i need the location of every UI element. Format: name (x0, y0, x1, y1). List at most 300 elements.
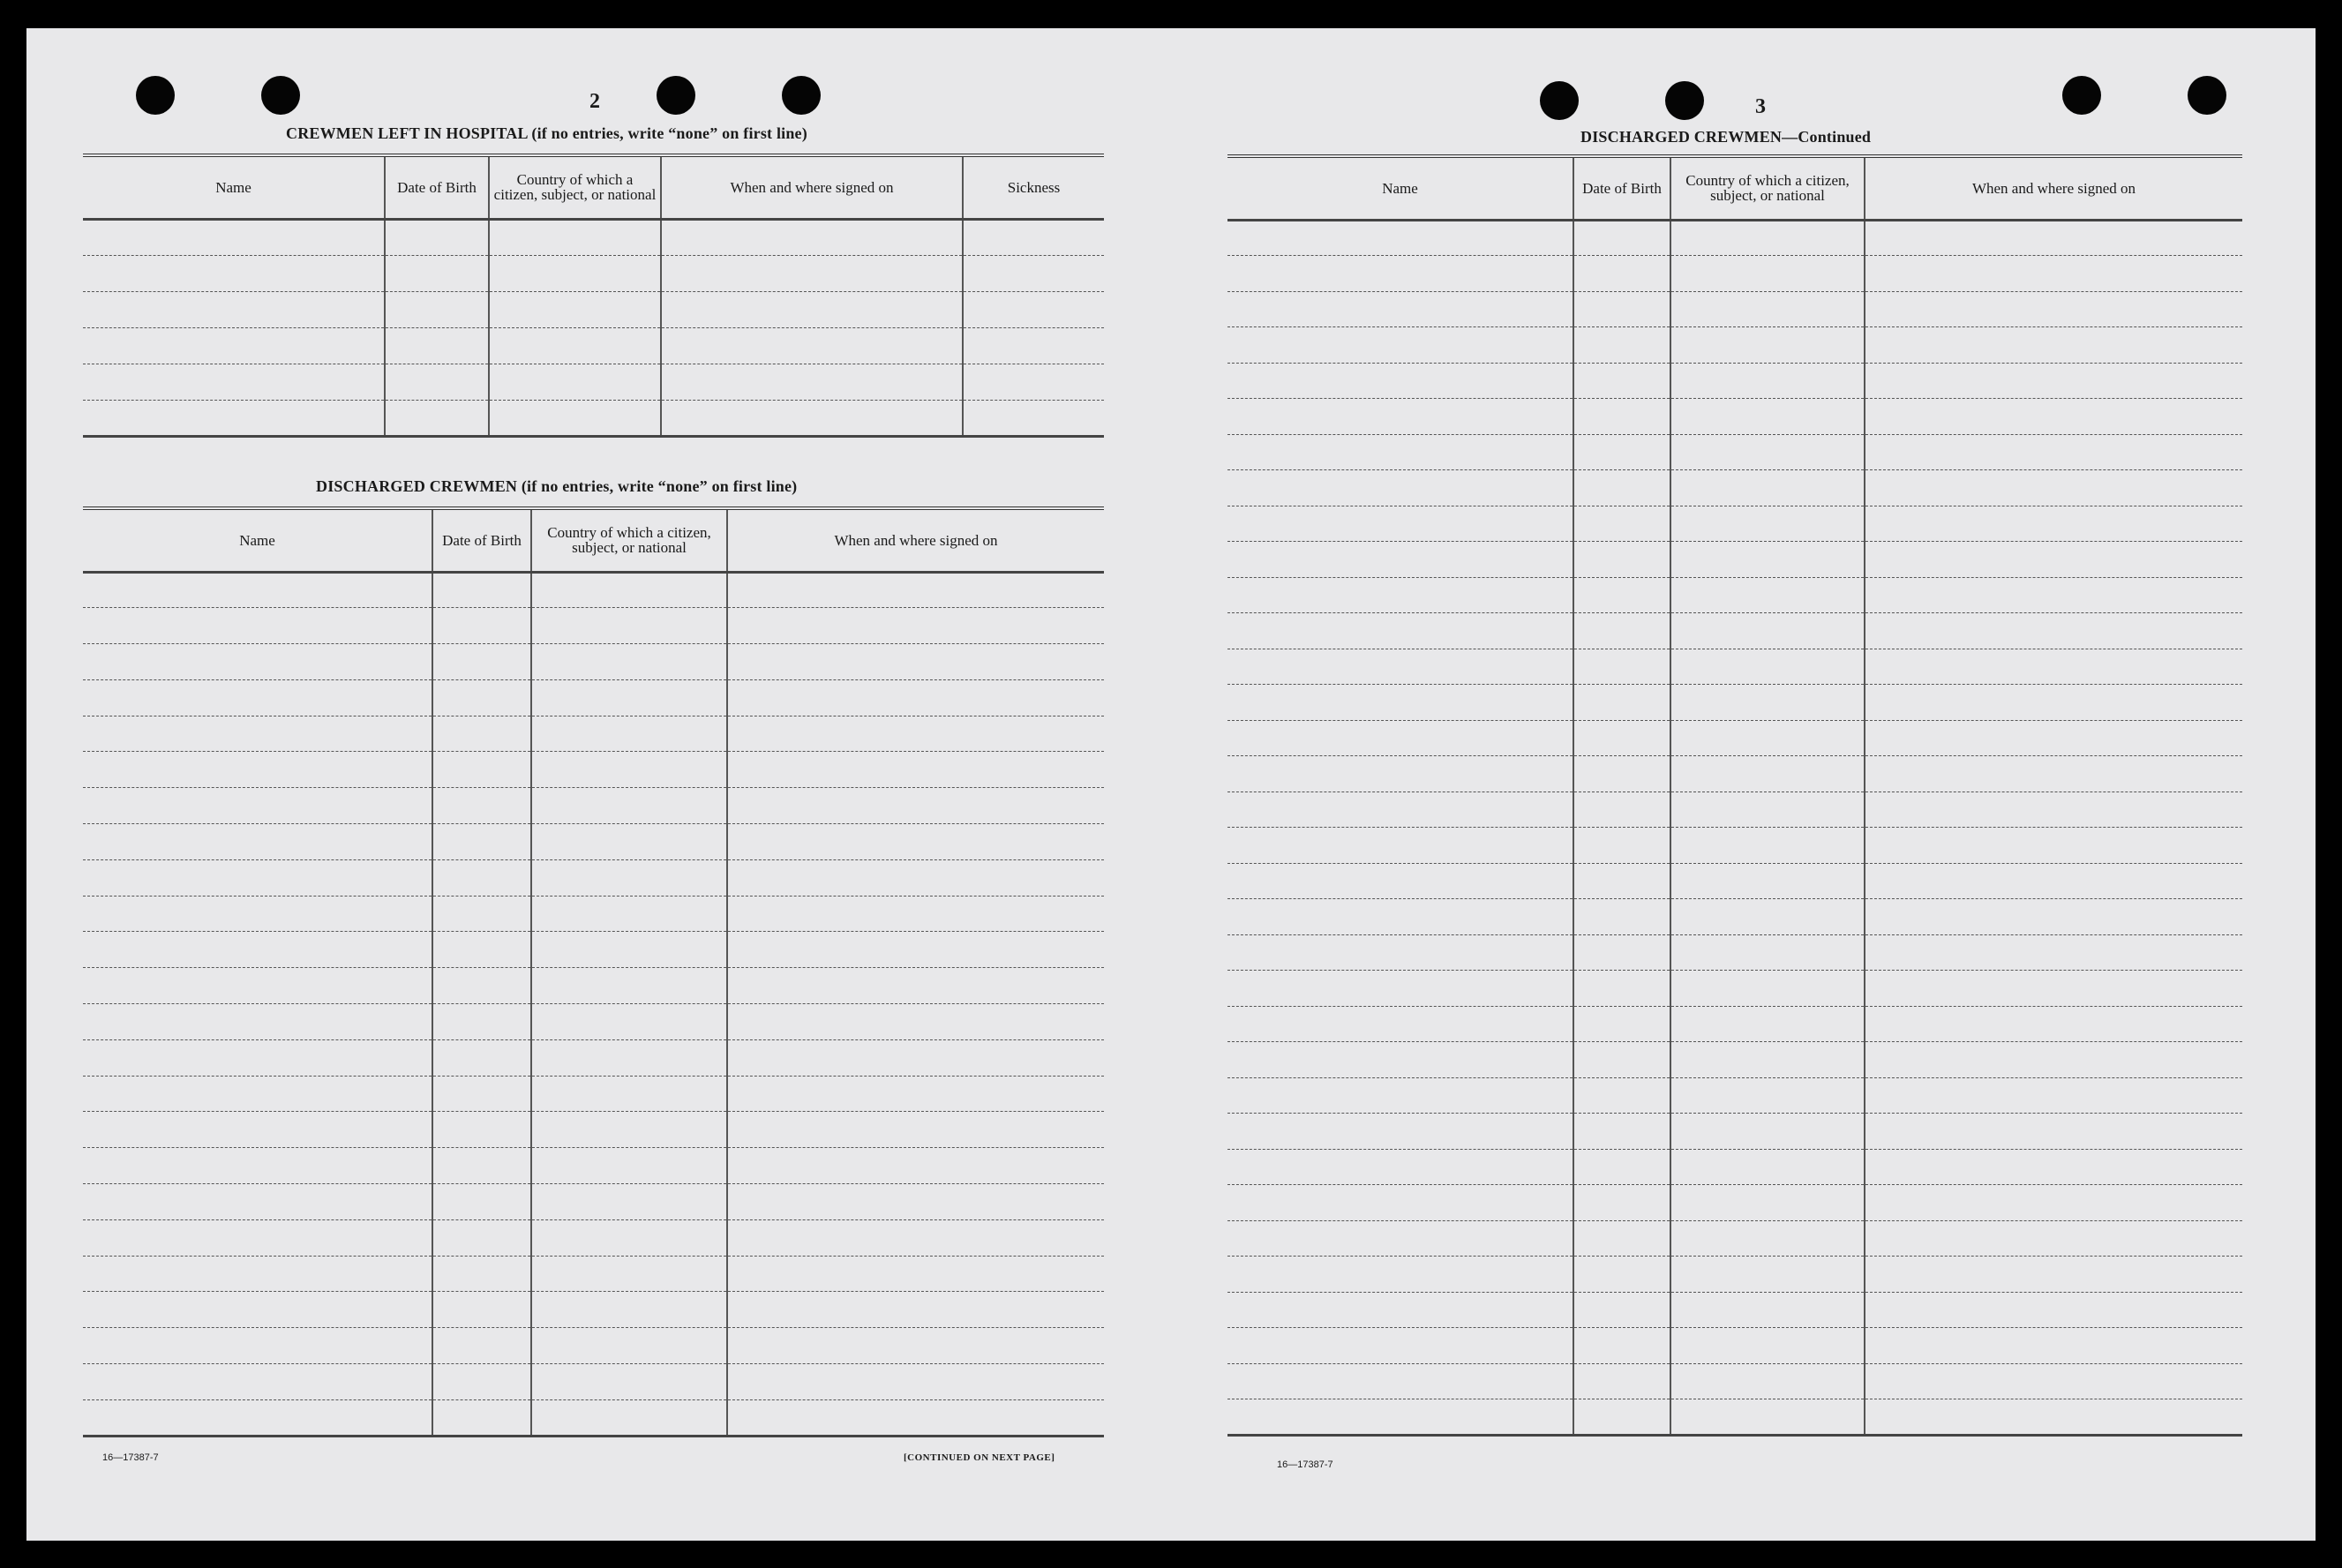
blank-entry-cell (1573, 1399, 1670, 1436)
punch-hole (1665, 81, 1704, 120)
table-row (83, 1148, 1104, 1184)
blank-entry-cell (727, 1399, 1104, 1436)
blank-entry-cell (432, 788, 531, 824)
table-row (1227, 1185, 2242, 1221)
blank-entry-cell (727, 679, 1104, 716)
table-row (83, 716, 1104, 752)
table-row (83, 1328, 1104, 1364)
punch-hole (1540, 81, 1579, 120)
blank-entry-cell (1865, 1363, 2242, 1399)
blank-entry-cell (661, 291, 963, 327)
blank-entry-cell (385, 291, 489, 327)
blank-entry-cell (1573, 756, 1670, 792)
table-row (1227, 1292, 2242, 1328)
blank-entry-cell (1227, 470, 1573, 506)
blank-entry-cell (432, 1364, 531, 1400)
blank-entry-cell (1865, 291, 2242, 327)
blank-entry-cell (1670, 685, 1865, 721)
blank-entry-cell (1227, 577, 1573, 613)
blank-entry-cell (1573, 220, 1670, 256)
blank-entry-cell (1227, 792, 1573, 828)
blank-entry-cell (83, 364, 385, 400)
blank-entry-cell (727, 1184, 1104, 1220)
blank-entry-cell (1670, 720, 1865, 756)
table-row (83, 1076, 1104, 1112)
continued-note: [CONTINUED ON NEXT PAGE] (904, 1452, 1055, 1463)
table-row (83, 1112, 1104, 1148)
discharged-continued-table (1227, 154, 2242, 1437)
col-signed-on: When and where signed on (661, 155, 963, 219)
blank-entry-cell (1227, 828, 1573, 864)
blank-entry-cell (531, 968, 727, 1004)
blank-entry-cell (432, 1184, 531, 1220)
table-row (83, 932, 1104, 968)
table-row (83, 1256, 1104, 1292)
blank-entry-cell (385, 364, 489, 400)
blank-entry-cell (1865, 506, 2242, 542)
blank-entry-cell (1227, 899, 1573, 935)
table-row (1227, 577, 2242, 613)
blank-entry-cell (727, 644, 1104, 680)
table-row (1227, 1220, 2242, 1257)
blank-entry-cell (727, 1004, 1104, 1040)
table-row (1227, 363, 2242, 399)
blank-entry-cell (489, 400, 661, 436)
page-number: 2 (589, 90, 600, 113)
table-row (1227, 256, 2242, 292)
blank-entry-cell (1227, 506, 1573, 542)
blank-entry-cell (489, 255, 661, 291)
right-page (1171, 28, 2316, 1541)
blank-entry-cell (1670, 399, 1865, 435)
blank-entry-cell (83, 255, 385, 291)
blank-entry-cell (432, 932, 531, 968)
blank-entry-cell (83, 1148, 432, 1184)
punch-hole (2062, 76, 2101, 115)
table-row (1227, 971, 2242, 1007)
col-name: Name (1227, 156, 1573, 220)
table-row (1227, 506, 2242, 542)
col-name: Name (83, 508, 432, 572)
blank-entry-cell (1573, 1257, 1670, 1293)
blank-entry-cell (1573, 863, 1670, 899)
blank-entry-cell (1670, 1149, 1865, 1185)
blank-entry-cell (1670, 1328, 1865, 1364)
discharged-table (83, 506, 1104, 1437)
document-sheet (26, 28, 2316, 1541)
blank-entry-cell (1865, 1185, 2242, 1221)
blank-entry-cell (385, 400, 489, 436)
table-row (1227, 1077, 2242, 1114)
blank-entry-cell (1670, 1257, 1865, 1293)
blank-entry-cell (83, 824, 432, 860)
blank-entry-cell (1573, 828, 1670, 864)
blank-entry-cell (1573, 291, 1670, 327)
blank-entry-cell (727, 572, 1104, 608)
blank-entry-cell (489, 291, 661, 327)
blank-entry-cell (432, 1256, 531, 1292)
blank-entry-cell (83, 291, 385, 327)
blank-entry-cell (1573, 1292, 1670, 1328)
blank-entry-cell (1865, 399, 2242, 435)
blank-entry-cell (1227, 399, 1573, 435)
blank-entry-cell (531, 644, 727, 680)
blank-entry-cell (1227, 1292, 1573, 1328)
col-date-of-birth: Date of Birth (1573, 156, 1670, 220)
table-row (83, 968, 1104, 1004)
blank-entry-cell (83, 608, 432, 644)
blank-entry-cell (1670, 291, 1865, 327)
blank-entry-cell (1573, 399, 1670, 435)
blank-entry-cell (1670, 1006, 1865, 1042)
blank-entry-cell (531, 788, 727, 824)
blank-entry-cell (963, 364, 1104, 400)
blank-entry-cell (1227, 685, 1573, 721)
blank-entry-cell (1670, 542, 1865, 578)
blank-entry-cell (432, 1148, 531, 1184)
blank-entry-cell (531, 1076, 727, 1112)
blank-entry-cell (1670, 506, 1865, 542)
table-row (1227, 1363, 2242, 1399)
table-row (83, 255, 1104, 291)
blank-entry-cell (1670, 1077, 1865, 1114)
blank-entry-cell (1227, 434, 1573, 470)
table-row (83, 1364, 1104, 1400)
blank-entry-cell (531, 679, 727, 716)
blank-entry-cell (727, 716, 1104, 752)
blank-entry-cell (1865, 649, 2242, 685)
table-row (83, 219, 1104, 255)
blank-entry-cell (531, 859, 727, 896)
table-row (1227, 1042, 2242, 1078)
table-row (83, 291, 1104, 327)
blank-entry-cell (1227, 649, 1573, 685)
blank-entry-cell (1865, 1077, 2242, 1114)
blank-entry-cell (1865, 756, 2242, 792)
blank-entry-cell (1670, 434, 1865, 470)
blank-entry-cell (83, 1328, 432, 1364)
table-row (1227, 220, 2242, 256)
blank-entry-cell (531, 1112, 727, 1148)
blank-entry-cell (1573, 1185, 1670, 1221)
blank-entry-cell (1227, 1363, 1573, 1399)
blank-entry-cell (432, 968, 531, 1004)
table-row (83, 644, 1104, 680)
blank-entry-cell (1573, 792, 1670, 828)
blank-entry-cell (432, 1004, 531, 1040)
blank-entry-cell (727, 1219, 1104, 1256)
blank-entry-cell (1573, 1363, 1670, 1399)
blank-entry-cell (1573, 971, 1670, 1007)
table-row (1227, 720, 2242, 756)
table-row (83, 1184, 1104, 1220)
table-row (83, 679, 1104, 716)
blank-entry-cell (432, 1039, 531, 1076)
table-row (1227, 792, 2242, 828)
blank-entry-cell (1227, 971, 1573, 1007)
blank-entry-cell (1865, 899, 2242, 935)
blank-entry-cell (1573, 577, 1670, 613)
col-signed-on: When and where signed on (1865, 156, 2242, 220)
blank-entry-cell (531, 1399, 727, 1436)
blank-entry-cell (83, 1184, 432, 1220)
blank-entry-cell (1865, 1220, 2242, 1257)
blank-entry-cell (1227, 613, 1573, 649)
blank-entry-cell (432, 1219, 531, 1256)
blank-entry-cell (727, 1364, 1104, 1400)
blank-entry-cell (432, 752, 531, 788)
table-row (83, 364, 1104, 400)
blank-entry-cell (1227, 756, 1573, 792)
blank-entry-cell (1865, 327, 2242, 364)
blank-entry-cell (1227, 542, 1573, 578)
blank-entry-cell (83, 896, 432, 932)
table-row (83, 1004, 1104, 1040)
blank-entry-cell (1670, 828, 1865, 864)
blank-entry-cell (1670, 1042, 1865, 1078)
col-country: Country of which a citizen, subject, or national (531, 508, 727, 572)
table-row (83, 1039, 1104, 1076)
blank-entry-cell (661, 219, 963, 255)
blank-entry-cell (963, 219, 1104, 255)
blank-entry-cell (83, 679, 432, 716)
blank-entry-cell (83, 752, 432, 788)
table-row (1227, 934, 2242, 971)
blank-entry-cell (1670, 1399, 1865, 1436)
blank-entry-cell (1865, 720, 2242, 756)
blank-entry-cell (727, 968, 1104, 1004)
hospital-table (83, 154, 1104, 438)
blank-entry-cell (83, 859, 432, 896)
blank-entry-cell (1227, 1185, 1573, 1221)
table-row (83, 572, 1104, 608)
blank-entry-cell (727, 788, 1104, 824)
blank-entry-cell (1670, 934, 1865, 971)
blank-entry-cell (531, 1039, 727, 1076)
blank-entry-cell (1670, 363, 1865, 399)
blank-entry-cell (1865, 792, 2242, 828)
blank-entry-cell (531, 896, 727, 932)
blank-entry-cell (1227, 1328, 1573, 1364)
blank-entry-cell (1865, 577, 2242, 613)
blank-entry-cell (432, 644, 531, 680)
blank-entry-cell (1865, 934, 2242, 971)
blank-entry-cell (1227, 1220, 1573, 1257)
table-row (1227, 1114, 2242, 1150)
blank-entry-cell (1573, 720, 1670, 756)
blank-entry-cell (83, 932, 432, 968)
blank-entry-cell (432, 896, 531, 932)
blank-entry-cell (83, 1039, 432, 1076)
blank-entry-cell (1865, 1042, 2242, 1078)
blank-entry-cell (727, 932, 1104, 968)
blank-entry-cell (1227, 1257, 1573, 1293)
table-row (83, 1219, 1104, 1256)
table-row (83, 1399, 1104, 1436)
blank-entry-cell (531, 1148, 727, 1184)
blank-entry-cell (1670, 1185, 1865, 1221)
blank-entry-cell (1227, 256, 1573, 292)
punch-hole (657, 76, 695, 115)
blank-entry-cell (1227, 863, 1573, 899)
blank-entry-cell (1670, 613, 1865, 649)
blank-entry-cell (1865, 971, 2242, 1007)
blank-entry-cell (963, 327, 1104, 364)
table-row (83, 752, 1104, 788)
blank-entry-cell (1573, 1077, 1670, 1114)
col-date-of-birth: Date of Birth (432, 508, 531, 572)
blank-entry-cell (432, 1399, 531, 1436)
blank-entry-cell (727, 752, 1104, 788)
blank-entry-cell (1670, 756, 1865, 792)
blank-entry-cell (432, 608, 531, 644)
col-signed-on: When and where signed on (727, 508, 1104, 572)
blank-entry-cell (531, 716, 727, 752)
punch-hole (261, 76, 300, 115)
page-number: 3 (1755, 95, 1766, 118)
blank-entry-cell (531, 1364, 727, 1400)
blank-entry-cell (1227, 327, 1573, 364)
table-row (1227, 863, 2242, 899)
col-name: Name (83, 155, 385, 219)
blank-entry-cell (531, 1292, 727, 1328)
blank-entry-cell (1227, 1042, 1573, 1078)
blank-entry-cell (1573, 327, 1670, 364)
discharged-continued-title: DISCHARGED CREWMEN—Continued (1580, 128, 1872, 146)
blank-entry-cell (1865, 220, 2242, 256)
blank-entry-cell (1227, 720, 1573, 756)
blank-entry-cell (531, 1004, 727, 1040)
blank-entry-cell (432, 1112, 531, 1148)
blank-entry-cell (1865, 1328, 2242, 1364)
table-row (83, 896, 1104, 932)
table-row (83, 1292, 1104, 1328)
blank-entry-cell (1670, 1220, 1865, 1257)
blank-entry-cell (661, 400, 963, 436)
table-row (83, 859, 1104, 896)
punch-hole (2188, 76, 2226, 115)
blank-entry-cell (727, 1076, 1104, 1112)
blank-entry-cell (1573, 506, 1670, 542)
blank-entry-cell (83, 716, 432, 752)
table-row (1227, 649, 2242, 685)
blank-entry-cell (1865, 685, 2242, 721)
blank-entry-cell (1865, 863, 2242, 899)
blank-entry-cell (83, 327, 385, 364)
hospital-section-title: CREWMEN LEFT IN HOSPITAL (if no entries, write “none” on first line) (286, 124, 807, 142)
table-row (83, 788, 1104, 824)
blank-entry-cell (531, 572, 727, 608)
table-row (1227, 613, 2242, 649)
blank-entry-cell (385, 255, 489, 291)
blank-entry-cell (661, 327, 963, 364)
blank-entry-cell (1865, 434, 2242, 470)
blank-entry-cell (83, 1076, 432, 1112)
blank-entry-cell (83, 1112, 432, 1148)
blank-entry-cell (727, 896, 1104, 932)
blank-entry-cell (1670, 577, 1865, 613)
blank-entry-cell (83, 644, 432, 680)
blank-entry-cell (489, 364, 661, 400)
table-row (1227, 1149, 2242, 1185)
table-row (83, 824, 1104, 860)
form-code: 16—17387-7 (1277, 1459, 1333, 1470)
punch-hole (136, 76, 175, 115)
blank-entry-cell (385, 327, 489, 364)
blank-entry-cell (1670, 1292, 1865, 1328)
blank-entry-cell (83, 1399, 432, 1436)
blank-entry-cell (531, 1256, 727, 1292)
blank-entry-cell (1227, 1149, 1573, 1185)
blank-entry-cell (1865, 1006, 2242, 1042)
blank-entry-cell (489, 219, 661, 255)
table-row (1227, 685, 2242, 721)
blank-entry-cell (1670, 1114, 1865, 1150)
blank-entry-cell (83, 1256, 432, 1292)
blank-entry-cell (1670, 971, 1865, 1007)
col-date-of-birth: Date of Birth (385, 155, 489, 219)
table-row (1227, 542, 2242, 578)
table-row (1227, 434, 2242, 470)
table-row (1227, 399, 2242, 435)
blank-entry-cell (1227, 934, 1573, 971)
table-row (1227, 828, 2242, 864)
blank-entry-cell (1865, 828, 2242, 864)
table-row (1227, 1328, 2242, 1364)
blank-entry-cell (1670, 863, 1865, 899)
blank-entry-cell (83, 788, 432, 824)
blank-entry-cell (531, 752, 727, 788)
table-row (83, 608, 1104, 644)
left-page (26, 28, 1171, 1541)
blank-entry-cell (83, 1219, 432, 1256)
col-country: Country of which a citizen, subject, or national (1670, 156, 1865, 220)
blank-entry-cell (1865, 363, 2242, 399)
blank-entry-cell (1865, 1149, 2242, 1185)
blank-entry-cell (727, 1328, 1104, 1364)
blank-entry-cell (1227, 1077, 1573, 1114)
blank-entry-cell (1670, 649, 1865, 685)
blank-entry-cell (1573, 649, 1670, 685)
blank-entry-cell (1573, 470, 1670, 506)
blank-entry-cell (1573, 1220, 1670, 1257)
blank-entry-cell (531, 608, 727, 644)
blank-entry-cell (385, 219, 489, 255)
blank-entry-cell (1573, 1114, 1670, 1150)
blank-entry-cell (1573, 685, 1670, 721)
blank-entry-cell (963, 400, 1104, 436)
blank-entry-cell (1670, 256, 1865, 292)
blank-entry-cell (661, 364, 963, 400)
blank-entry-cell (1865, 470, 2242, 506)
blank-entry-cell (1670, 1363, 1865, 1399)
blank-entry-cell (83, 572, 432, 608)
table-row (1227, 470, 2242, 506)
blank-entry-cell (83, 400, 385, 436)
punch-hole (782, 76, 821, 115)
blank-entry-cell (1670, 470, 1865, 506)
table-row (1227, 1399, 2242, 1436)
blank-entry-cell (83, 1292, 432, 1328)
blank-entry-cell (727, 824, 1104, 860)
table-row (1227, 1257, 2242, 1293)
blank-entry-cell (1573, 434, 1670, 470)
blank-entry-cell (1227, 1006, 1573, 1042)
blank-entry-cell (727, 608, 1104, 644)
blank-entry-cell (1227, 1114, 1573, 1150)
table-row (1227, 1006, 2242, 1042)
blank-entry-cell (963, 291, 1104, 327)
